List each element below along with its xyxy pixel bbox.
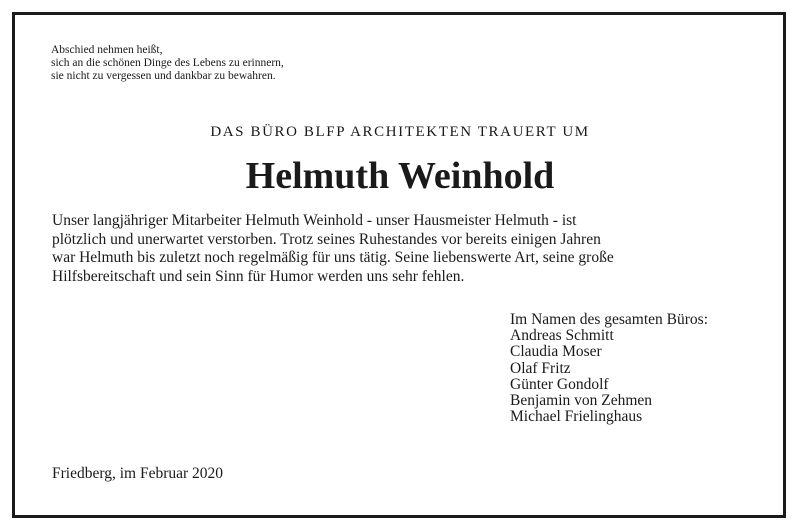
obituary-body: [52, 212, 749, 286]
place-and-date: Friedberg, im Februar 2020: [52, 465, 224, 482]
signature-intro: Im Namen des gesamten Büros:: [510, 311, 709, 328]
body-line: plötzlich und unerwartet verstorben. Trotz seines Ruhestandes vor bereits einigen Jahren: [52, 230, 601, 248]
quote-line: sich an die schönen Dinge des Lebens zu erinnern,: [51, 57, 284, 69]
quote-line: Abschied nehmen heißt,: [51, 44, 163, 56]
signatory-name: Andreas Schmitt: [510, 327, 614, 345]
body-line: war Helmuth bis zuletzt noch regelmäßig für uns tätig. Seine liebenswerte Art, seine große: [52, 249, 614, 267]
signature-block: [510, 312, 708, 425]
signatory-name: Günter Gondolf: [510, 375, 609, 393]
signatory-name: Michael Frielinghaus: [510, 408, 643, 426]
signatory-name: Benjamin von Zehmen: [510, 392, 653, 410]
deceased-name: Helmuth Weinhold: [245, 155, 555, 197]
mourning-headline: DAS BÜRO BLFP ARCHITEKTEN TRAUERT UM: [210, 124, 590, 140]
signatory-name: Claudia Moser: [510, 343, 602, 361]
body-line: Unser langjähriger Mitarbeiter Helmuth Weinhold - unser Hausmeister Helmuth - ist: [52, 212, 577, 229]
body-line: Hilfsbereitschaft und sein Sinn für Humor werden uns sehr fehlen.: [52, 267, 465, 285]
epigraph-quote: [51, 44, 284, 83]
signatory-name: Olaf Fritz: [510, 359, 571, 377]
quote-line: sie nicht zu vergessen und dankbar zu bewahren.: [51, 70, 276, 82]
